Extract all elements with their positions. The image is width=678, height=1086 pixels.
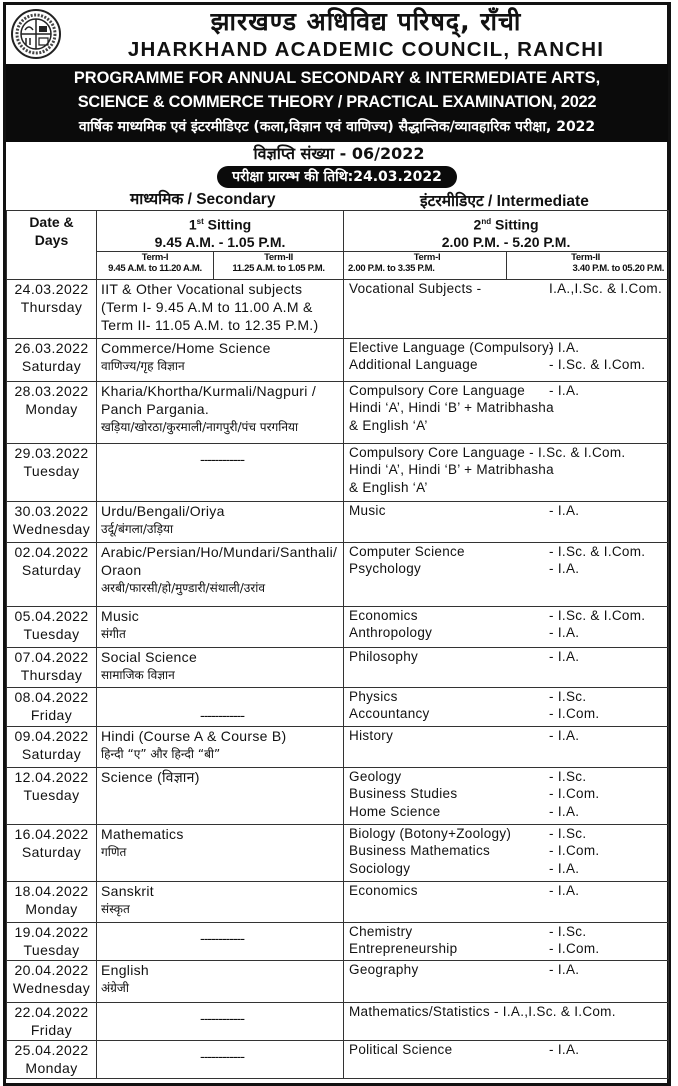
intermediate-subject: Political Science	[349, 1041, 453, 1057]
table-row	[7, 542, 669, 606]
first-sitting-num: 1	[188, 216, 197, 233]
intermediate-subject-line	[349, 1041, 668, 1059]
secondary-subject-line: Sanskrit	[101, 882, 154, 899]
no-exam-dash: ------------	[200, 1009, 244, 1026]
date-cell	[7, 443, 97, 501]
intermediate-cell	[344, 279, 669, 338]
date-cell	[7, 960, 97, 1002]
date-cell	[7, 922, 97, 960]
intermediate-subject: Elective Language (Compulsory)	[349, 339, 554, 355]
secondary-subject-line: Social Science	[101, 648, 198, 665]
exam-day: Tuesday	[23, 941, 80, 958]
first-sitting-sup: st	[196, 217, 204, 226]
intermediate-subject: Vocational Subjects -	[349, 280, 482, 296]
intermediate-stream: - I.A.	[549, 860, 580, 876]
intermediate-subject-line	[349, 803, 668, 821]
intermediate-subject-line	[349, 339, 668, 357]
intermediate-subject: Compulsory Core Language	[349, 382, 526, 398]
intermediate-subject-line	[349, 624, 668, 642]
intermediate-subject-line	[349, 417, 668, 435]
intermediate-cell	[344, 542, 669, 606]
secondary-cell	[97, 1002, 344, 1040]
intermediate-stream: - I.A.	[549, 1041, 580, 1057]
secondary-subject-hindi: सामाजिक विज्ञान	[101, 667, 175, 682]
intermediate-cell	[344, 767, 669, 824]
header-date-days	[7, 211, 97, 280]
secondary-subject-line: Music	[101, 607, 140, 624]
intermediate-section-label: इंटरमीडिएट / Intermediate	[420, 193, 589, 210]
intermediate-stream: - I.A.	[549, 625, 580, 641]
intermediate-cell	[344, 338, 669, 381]
intermediate-subject-line	[349, 399, 668, 417]
intermediate-stream: - I.A.	[549, 382, 580, 398]
exam-date: 07.04.2022	[14, 648, 89, 665]
exam-date: 25.04.2022	[14, 1041, 89, 1058]
exam-date: 26.03.2022	[14, 339, 89, 356]
date-cell	[7, 881, 97, 922]
secondary-subject-line: Science (विज्ञान)	[101, 768, 200, 785]
programme-banner	[6, 64, 668, 142]
intermediate-subject-line	[349, 382, 668, 400]
secondary-subject-hindi: संगीत	[101, 626, 126, 641]
exam-day: Saturday	[21, 357, 82, 374]
intermediate-subject: History	[349, 727, 394, 743]
intermediate-stream: - I.Com.	[549, 786, 600, 802]
term-header	[214, 251, 344, 279]
exam-schedule-table	[6, 210, 669, 1079]
exam-date: 19.04.2022	[14, 923, 89, 940]
intermediate-subject: Geography	[349, 961, 419, 977]
intermediate-subject: Additional Language	[349, 357, 478, 373]
secondary-cell	[97, 542, 344, 606]
intermediate-subject-line	[349, 502, 668, 520]
date-cell	[7, 501, 97, 542]
secondary-cell	[97, 443, 344, 501]
notice-number: विज्ञप्ति संख्या - 06/2022	[253, 144, 425, 163]
secondary-cell	[97, 726, 344, 767]
secondary-subject-line: IIT & Other Vocational subjects	[101, 280, 303, 297]
intermediate-subject-line	[349, 961, 668, 979]
intermediate-subject: Computer Science	[349, 543, 465, 559]
intermediate-subject-line	[349, 461, 668, 479]
exam-start-date-badge: परीक्षा प्रारम्भ की तिथि:24.03.2022	[217, 166, 457, 188]
intermediate-stream	[549, 1003, 668, 1021]
intermediate-cell	[344, 687, 669, 726]
secondary-subject-line: Panch Pargania.	[101, 400, 210, 417]
secondary-subject-hindi: गणित	[101, 844, 127, 859]
secondary-subject-line: English	[101, 961, 150, 978]
no-exam-dash: ------------	[200, 1047, 244, 1064]
intermediate-subject-line	[349, 444, 668, 462]
intermediate-subject: Music	[349, 502, 386, 518]
council-emblem-icon	[10, 8, 62, 60]
intermediate-subject-line	[349, 860, 668, 878]
intermediate-subject: Sociology	[349, 860, 411, 876]
intermediate-subject: Anthropology	[349, 625, 433, 641]
intermediate-subject: Economics	[349, 882, 418, 898]
intermediate-stream: - I.Sc. & I.Com.	[549, 543, 646, 559]
intermediate-stream: - I.A.	[549, 803, 580, 819]
intermediate-stream: - I.Com.	[549, 706, 600, 722]
date-cell	[7, 824, 97, 881]
secondary-subject-hindi: हिन्दी “ए” और हिन्दी “बी”	[101, 746, 221, 761]
table-row	[7, 1002, 669, 1040]
intermediate-subject: Hindi ‘A’, Hindi ‘B’ + Matribhasha	[349, 400, 554, 416]
intermediate-subject: Economics	[349, 607, 418, 623]
secondary-subject-hindi: संस्कृत	[101, 901, 130, 916]
secondary-cell	[97, 647, 344, 687]
secondary-cell	[97, 767, 344, 824]
table-row	[7, 687, 669, 726]
intermediate-cell	[344, 881, 669, 922]
table-row	[7, 443, 669, 501]
table-row	[7, 501, 669, 542]
intermediate-subject-line	[349, 923, 668, 941]
secondary-subject-hindi: अरबी/फारसी/हो/मुण्डारी/संथाली/उरांव	[101, 580, 266, 595]
table-row	[7, 279, 669, 338]
date-cell	[7, 1040, 97, 1078]
intermediate-subject-line	[349, 479, 668, 497]
table-row	[7, 606, 669, 647]
exam-date: 09.04.2022	[14, 727, 89, 744]
intermediate-stream: - I.Com.	[549, 941, 600, 957]
no-exam-dash: ------------	[200, 706, 244, 723]
intermediate-subject: Psychology	[349, 561, 422, 577]
exam-date: 28.03.2022	[14, 382, 89, 399]
secondary-subject-line: Term II- 11.05 A.M. to 12.35 P.M.)	[101, 316, 319, 333]
term-header	[97, 251, 214, 279]
secondary-cell	[97, 960, 344, 1002]
exam-day: Wednesday	[12, 979, 91, 996]
intermediate-cell	[344, 381, 669, 443]
exam-date: 16.04.2022	[14, 825, 89, 842]
exam-day: Thursday	[20, 666, 83, 683]
intermediate-cell	[344, 647, 669, 687]
header-days-label: Days	[34, 232, 69, 248]
table-row	[7, 338, 669, 381]
term-time: 2.00 P.M. to 3.35 P.M.	[348, 262, 435, 274]
exam-date: 18.04.2022	[14, 882, 89, 899]
table-row	[7, 726, 669, 767]
intermediate-stream: - I.A.	[549, 502, 580, 518]
exam-day: Friday	[30, 1021, 73, 1038]
secondary-cell	[97, 687, 344, 726]
exam-day: Monday	[25, 400, 78, 417]
intermediate-subject: Business Mathematics	[349, 843, 491, 859]
secondary-cell	[97, 922, 344, 960]
second-sitting-sup: nd	[481, 217, 492, 226]
secondary-subject-line: Mathematics	[101, 825, 184, 842]
date-cell	[7, 542, 97, 606]
term-name: Term-II	[571, 251, 600, 263]
date-cell	[7, 606, 97, 647]
secondary-subject-hindi: अंग्रेजी	[101, 980, 129, 995]
first-sitting-time: 9.45 A.M. - 1.05 P.M.	[154, 233, 286, 250]
exam-date: 24.03.2022	[14, 280, 89, 297]
table-row	[7, 647, 669, 687]
date-cell	[7, 1002, 97, 1040]
intermediate-subject: & English ‘A’	[349, 417, 428, 433]
intermediate-subject-line	[349, 356, 668, 374]
programme-line-3-hindi: वार्षिक माध्यमिक एवं इंटरमीडिएट (कला,विज्ञान एवं वाणिज्य) सैद्धान्तिक/व्यावहारिक परीक्षा, 2022	[78, 119, 596, 135]
intermediate-cell	[344, 606, 669, 647]
table-row	[7, 824, 669, 881]
secondary-cell	[97, 338, 344, 381]
secondary-subject-line: Hindi (Course A & Course B)	[101, 727, 287, 744]
intermediate-subject: Physics	[349, 688, 398, 704]
exam-date: 29.03.2022	[14, 444, 89, 461]
intermediate-cell	[344, 1040, 669, 1078]
intermediate-subject: Geology	[349, 768, 402, 784]
term-time: 9.45 A.M. to 11.20 A.M.	[108, 262, 202, 274]
date-cell	[7, 647, 97, 687]
intermediate-stream: - I.A.	[549, 727, 580, 743]
date-cell	[7, 687, 97, 726]
date-cell	[7, 726, 97, 767]
intermediate-stream	[549, 479, 668, 497]
intermediate-stream: - I.A.	[549, 648, 580, 664]
intermediate-subject-line	[349, 280, 668, 298]
header-second-sitting	[344, 211, 669, 252]
intermediate-stream	[549, 461, 668, 479]
header-first-sitting	[97, 211, 344, 252]
intermediate-subject-line	[349, 727, 668, 745]
intermediate-subject-line	[349, 825, 668, 843]
date-cell	[7, 279, 97, 338]
intermediate-subject-line	[349, 785, 668, 803]
table-row	[7, 881, 669, 922]
intermediate-stream: - I.Sc.	[549, 923, 587, 939]
secondary-cell	[97, 606, 344, 647]
exam-day: Tuesday	[23, 625, 80, 642]
exam-date: 08.04.2022	[14, 688, 89, 705]
programme-line-1: PROGRAMME FOR ANNUAL SECONDARY & INTERMEDIATE ARTS,	[73, 69, 601, 87]
table-row	[7, 767, 669, 824]
intermediate-cell	[344, 824, 669, 881]
intermediate-stream: - I.A.	[549, 882, 580, 898]
intermediate-subject-line	[349, 688, 668, 706]
intermediate-subject: Philosophy	[349, 648, 419, 664]
intermediate-cell	[344, 443, 669, 501]
exam-day: Saturday	[21, 843, 82, 860]
intermediate-stream	[549, 444, 668, 462]
intermediate-stream: - I.A.	[549, 561, 580, 577]
intermediate-cell	[344, 1002, 669, 1040]
intermediate-subject-line	[349, 705, 668, 723]
intermediate-stream: - I.A.	[549, 961, 580, 977]
date-cell	[7, 767, 97, 824]
second-sitting-time: 2.00 P.M. - 5.20 P.M.	[441, 233, 571, 250]
exam-date: 20.04.2022	[14, 961, 89, 978]
exam-day: Saturday	[21, 745, 82, 762]
table-row	[7, 1040, 669, 1078]
date-cell	[7, 381, 97, 443]
intermediate-stream: I.A.,I.Sc. & I.Com.	[549, 280, 662, 296]
exam-day: Saturday	[21, 561, 82, 578]
exam-day: Wednesday	[12, 520, 91, 537]
exam-date: 02.04.2022	[14, 543, 89, 560]
intermediate-subject-line	[349, 882, 668, 900]
intermediate-subject: Biology (Botony+Zoology)	[349, 825, 512, 841]
secondary-subject-line: Arabic/Persian/Ho/Mundari/Santhali/	[101, 543, 338, 560]
intermediate-cell	[344, 960, 669, 1002]
intermediate-subject: Hindi ‘A’, Hindi ‘B’ + Matribhasha	[349, 462, 554, 478]
intermediate-subject: & English ‘A’	[349, 479, 428, 495]
intermediate-cell	[344, 922, 669, 960]
exam-day: Tuesday	[23, 462, 80, 479]
secondary-subject-hindi: खड़िया/खोरठा/कुरमाली/नागपुरी/पंच परगनिया	[101, 419, 299, 434]
intermediate-subject-line	[349, 940, 668, 958]
intermediate-subject: Home Science	[349, 803, 441, 819]
intermediate-stream: - I.Sc.	[549, 825, 587, 841]
exam-day: Thursday	[20, 298, 83, 315]
secondary-subject-line: Commerce/Home Science	[101, 339, 271, 356]
term-header	[507, 251, 669, 279]
header-date-label: Date &	[29, 214, 74, 230]
intermediate-subject-line	[349, 842, 668, 860]
intermediate-stream	[549, 399, 668, 417]
no-exam-dash: ------------	[200, 450, 244, 467]
secondary-cell	[97, 381, 344, 443]
table-row	[7, 381, 669, 443]
date-cell	[7, 338, 97, 381]
secondary-subject-line: Kharia/Khortha/Kurmali/Nagpuri /	[101, 382, 317, 399]
secondary-section-label: माध्यमिक / Secondary	[130, 191, 276, 208]
exam-day: Friday	[30, 706, 73, 723]
council-title-english: JHARKHAND ACADEMIC COUNCIL, RANCHI	[127, 38, 605, 61]
secondary-subject-hindi: वाणिज्य/गृह विज्ञान	[101, 358, 185, 373]
intermediate-stream: - I.Sc.	[549, 688, 587, 704]
intermediate-stream: - I.Com.	[549, 843, 600, 859]
intermediate-stream: - I.Sc. & I.Com.	[549, 357, 646, 373]
secondary-cell	[97, 279, 344, 338]
intermediate-cell	[344, 501, 669, 542]
term-time: 11.25 A.M. to 1.05 P.M.	[232, 262, 325, 274]
intermediate-subject-line	[349, 560, 668, 578]
exam-day: Monday	[25, 900, 78, 917]
intermediate-subject: Mathematics/Statistics - I.A.,I.Sc. & I.Com.	[349, 1003, 616, 1019]
intermediate-stream: - I.A.	[549, 339, 580, 355]
secondary-subject-line: (Term I- 9.45 A.M to 11.00 A.M &	[101, 298, 313, 315]
exam-date: 05.04.2022	[14, 607, 89, 624]
no-exam-dash: ------------	[200, 929, 244, 946]
intermediate-subject: Entrepreneurship	[349, 941, 458, 957]
term-header	[344, 251, 507, 279]
intermediate-subject: Chemistry	[349, 923, 413, 939]
intermediate-subject: Accountancy	[349, 706, 430, 722]
intermediate-subject: Compulsory Core Language - I.Sc. & I.Com.	[349, 444, 626, 460]
first-sitting-label: Sitting	[203, 216, 252, 233]
exam-date: 30.03.2022	[14, 502, 89, 519]
programme-line-2: SCIENCE & COMMERCE THEORY / PRACTICAL EXAMINATION, 2022	[77, 93, 597, 111]
term-name: Term-II	[264, 251, 293, 263]
secondary-subject-line: Oraon	[101, 561, 142, 578]
intermediate-subject: Business Studies	[349, 786, 458, 802]
intermediate-subject-line	[349, 543, 668, 561]
intermediate-stream: - I.Sc. & I.Com.	[549, 607, 646, 623]
intermediate-subject-line	[349, 768, 668, 786]
intermediate-stream	[549, 417, 668, 435]
second-sitting-label: Sitting	[491, 216, 539, 233]
intermediate-subject-line	[349, 607, 668, 625]
table-row	[7, 960, 669, 1002]
second-sitting-num: 2	[473, 216, 482, 233]
intermediate-stream: - I.Sc.	[549, 768, 587, 784]
header	[6, 5, 668, 63]
secondary-cell	[97, 824, 344, 881]
table-row	[7, 922, 669, 960]
exam-day: Tuesday	[23, 786, 80, 803]
exam-date: 22.04.2022	[14, 1003, 89, 1020]
exam-date: 12.04.2022	[14, 768, 89, 785]
intermediate-cell	[344, 726, 669, 767]
secondary-cell	[97, 1040, 344, 1078]
exam-day: Monday	[25, 1059, 78, 1076]
secondary-subject-hindi: उर्दू/बंगला/उड़िया	[101, 521, 174, 536]
intermediate-subject-line	[349, 1003, 668, 1021]
secondary-cell	[97, 881, 344, 922]
council-title-hindi: झारखण्ड अधिविद्य परिषद्, राँची	[210, 7, 522, 36]
secondary-subject-line: Urdu/Bengali/Oriya	[101, 502, 225, 519]
term-name: Term-I	[141, 251, 169, 263]
term-time: 3.40 P.M. to 05.20 P.M.	[572, 262, 665, 274]
term-name: Term-I	[413, 251, 441, 263]
secondary-cell	[97, 501, 344, 542]
intermediate-subject-line	[349, 648, 668, 666]
